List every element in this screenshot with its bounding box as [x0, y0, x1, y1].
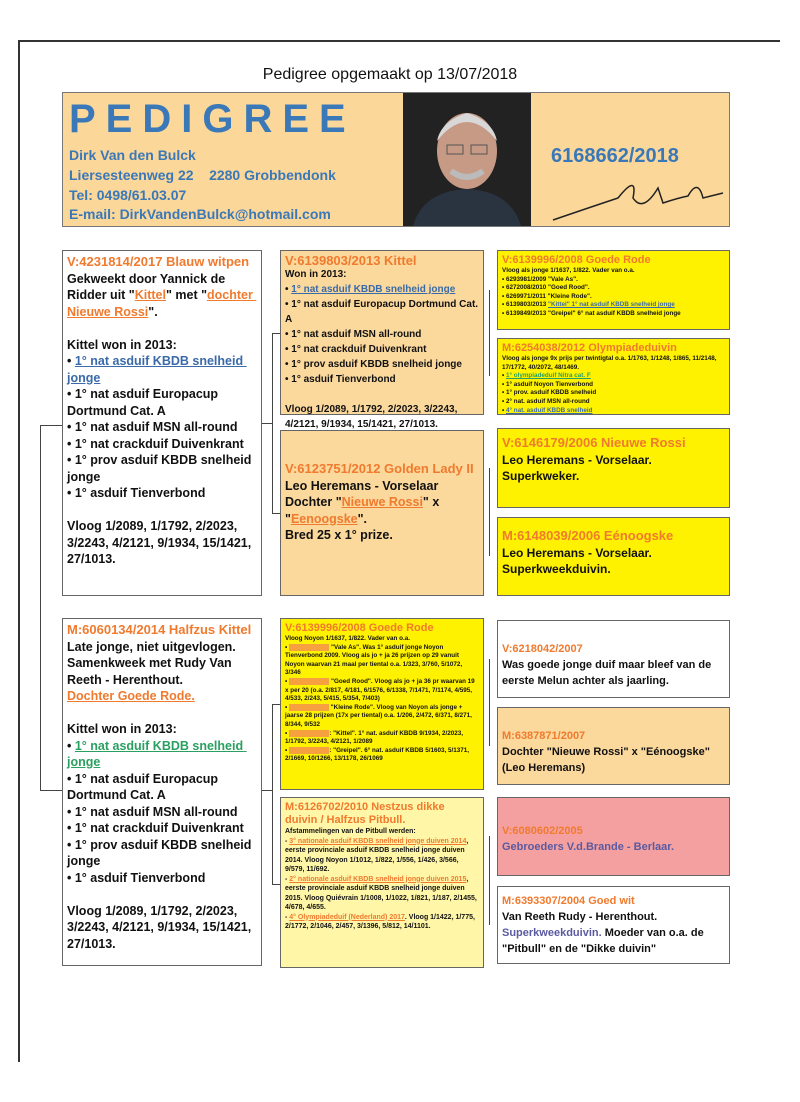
pigeon-ring-title: V:6123751/2012 Golden Lady II — [285, 461, 474, 476]
text-segment: • — [67, 354, 75, 368]
box-sire-dam — [280, 430, 484, 596]
box-line — [67, 320, 257, 337]
text-segment: • 1° nat crackduif Duivenkrant — [285, 344, 427, 355]
box-dam-sire — [280, 618, 484, 790]
text-segment: • — [285, 284, 292, 295]
box-line — [285, 267, 479, 282]
box-line — [285, 297, 479, 327]
page-border-left — [18, 40, 20, 1062]
document-title: Pedigree opgemaakt op 13/07/2018 — [262, 66, 518, 83]
highlighted-text: 2° nationale asduif KBDB snelheid jonge duiven 2015 — [289, 875, 467, 883]
box-line — [502, 657, 725, 689]
connector — [489, 659, 490, 746]
connector — [272, 333, 273, 513]
highlighted-text: 6272008/2010 — [288, 677, 330, 685]
text-segment: • 1° prov asduif KBDB snelheid jonge — [67, 837, 255, 868]
box-line — [285, 357, 479, 372]
box-ssd — [497, 338, 730, 415]
text-segment: • 2° nat. asduif MSN all-round — [502, 397, 590, 405]
owner-name: Dirk Van den Bulck — [69, 147, 196, 163]
text-segment: Vloog 1/2089, 1/1792, 2/2023, 3/2243, 4/2121, 9/1934, 15/1421, 27/1013. — [67, 903, 255, 951]
box-line — [285, 913, 479, 932]
text-segment: - — [285, 837, 290, 845]
text-segment: • 1° prov asduif KBDB snelheid jonge — [285, 359, 462, 370]
box-line — [285, 387, 479, 402]
box-line — [285, 827, 479, 837]
page-border-top — [18, 40, 780, 42]
pigeon-ring-title: M:6126702/2010 Nestzus dikke duivin / Halfzus Pitbull. — [285, 801, 445, 826]
text-segment — [67, 887, 70, 901]
text-segment: • 1° asduif Noyon Tienverbond — [502, 380, 594, 388]
box-line — [67, 820, 257, 837]
text-segment: Vloog Noyon 1/1637, 1/822. Vader van o.a. — [285, 635, 410, 642]
text-segment: , eerste provinciale asduif KBDB snelheid jonge duiven 2014. Vloog Noyon 1/1012, 1/822, 1/556, 1/426, 3/566, 9/579, 11/692. — [285, 837, 471, 873]
box-line — [502, 267, 725, 276]
text-segment: • 1° asduif Tienverbond — [67, 870, 206, 885]
pigeon-ring-title: M:6060134/2014 Halfzus Kittel — [67, 622, 252, 637]
owner-address: Liersesteenweg 22 2280 Grobbendonk — [69, 167, 336, 183]
highlighted-text: Eenoogske — [290, 511, 358, 526]
highlighted-text: "Kittel" 1° nat asduif KBDB snelheid jonge — [547, 301, 675, 309]
box-line — [285, 678, 479, 704]
text-segment: Dochter "Nieuwe Rossi" x "Eénoogske" (Leo Heremans) — [502, 746, 713, 774]
owner-phone: Tel: 0498/61.03.07 — [69, 187, 187, 203]
text-segment: Afstammelingen van de Pitbull werden: — [285, 828, 416, 835]
box-line — [285, 372, 479, 387]
box-line — [285, 704, 479, 730]
text-segment: • 6139849/2013 "Greipel" 6° nat asduif KBDB snelheid jonge — [502, 309, 681, 317]
box-sss — [497, 250, 730, 330]
highlighted-text: Kittel — [134, 288, 166, 302]
box-line — [67, 502, 257, 519]
highlighted-text: Nieuwe Rossi — [341, 495, 423, 509]
text-segment: • 6293981/2009 "Vale As". — [502, 275, 578, 283]
box-line — [502, 839, 725, 855]
text-segment: • — [67, 738, 75, 753]
box-line — [67, 771, 257, 804]
text-segment: • — [502, 372, 506, 380]
box-ddd — [497, 886, 730, 964]
pigeon-ring-title: V:6139996/2008 Goede Rode — [502, 254, 651, 266]
pigeon-ring-title: V:6080602/2005 — [502, 825, 583, 837]
box-line — [502, 389, 725, 398]
connector — [262, 423, 272, 424]
text-segment: Superkweker. — [502, 469, 580, 483]
box-sdd — [497, 517, 730, 596]
text-segment: : "Greipel". 6° nat. asduif KBDB 5/1603, 5/1371, 2/1669, 10/1266, 13/1178, 26/1069 — [285, 746, 471, 763]
box-line — [67, 639, 257, 689]
box-line — [67, 518, 257, 568]
box-line — [285, 837, 479, 875]
text-segment: • 1° nat asduif Europacup Dortmund Cat. A — [285, 299, 481, 325]
connector — [489, 468, 490, 556]
box-line — [67, 688, 257, 705]
highlighted-text: 4° nat. asduif KBDB snelheid — [505, 406, 593, 414]
box-sds — [497, 428, 730, 508]
highlighted-text: 4° Olympiadeduif (Nederland) 2017 — [289, 913, 405, 921]
pigeon-ring-title: M:6393307/2004 Goed wit — [502, 895, 635, 907]
box-line — [502, 925, 725, 957]
box-line — [67, 485, 257, 502]
box-line — [502, 407, 725, 416]
owner-email: E-mail: DirkVandenBulck@hotmail.com — [69, 206, 331, 222]
highlighted-text: 1° nat asduif KBDB snelheid jonge — [67, 354, 247, 385]
text-segment: Was goede jonge duif maar bleef van de eerste Melun achter als jaarling. — [502, 659, 715, 687]
box-line — [67, 804, 257, 821]
text-segment: Vloog als jonge 1/1637, 1/822. Vader van o.a. — [502, 267, 635, 274]
connector — [489, 290, 490, 376]
text-segment: Moeder van o.a. de "Pitbull" en de "Dikke duivin" — [502, 927, 707, 955]
box-dam-dam — [280, 797, 484, 968]
box-line — [67, 419, 257, 436]
box-line — [67, 738, 257, 771]
owner-photo — [403, 93, 531, 226]
text-segment: • — [285, 703, 289, 711]
pigeon-ring-title: V:6146179/2006 Nieuwe Rossi — [502, 435, 686, 450]
connector — [40, 425, 62, 426]
text-segment — [67, 503, 70, 517]
connector — [272, 333, 280, 334]
text-segment: • 6269971/2011 "Kleine Rode". — [502, 292, 592, 300]
box-line — [502, 452, 725, 469]
box-line — [67, 870, 257, 887]
box-line — [285, 402, 479, 432]
box-line — [67, 886, 257, 903]
box-line — [285, 327, 479, 342]
box-line — [67, 903, 257, 953]
box-line — [285, 527, 479, 544]
pigeon-ring-title: M:6148039/2006 Eénoogske — [502, 528, 674, 543]
box-line — [67, 337, 257, 354]
pigeon-ring-title: V:6139996/2008 Goede Rode — [285, 622, 434, 634]
highlighted-text: 6139803/2013 — [288, 729, 330, 737]
box-line — [285, 875, 479, 913]
connector — [272, 513, 280, 514]
highlighted-text: 1° nat asduif KBDB snelheid jonge — [291, 284, 456, 295]
highlighted-text: 6139849/2013 — [288, 746, 330, 754]
text-segment: • 1° nat crackduif Duivenkrant — [67, 436, 244, 451]
box-line — [502, 276, 725, 285]
pigeon-ring-title: M:6387871/2007 — [502, 730, 586, 742]
text-segment: Kittel won in 2013: — [67, 337, 177, 352]
box-line — [67, 386, 257, 419]
box-line — [67, 721, 257, 738]
box-line — [67, 452, 257, 485]
connector — [40, 425, 41, 790]
box-line — [285, 635, 479, 644]
text-segment: Leo Heremans - Vorselaar. — [502, 452, 652, 467]
connector — [489, 836, 490, 925]
text-segment: "Kleine Rode". Vloog van Noyon als jonge + jaarse 28 prijzen (17x per tiental) o.a. 1/206, 2/472, 6/371, 8/271, 8/344, 9/532 — [285, 703, 474, 728]
signature — [548, 168, 728, 228]
highlighted-text: 6293981/2009 — [288, 643, 330, 651]
text-segment: Vloog 1/2089, 1/1792, 2/2023, 3/2243, 4/2121, 9/1934, 15/1421, 27/1013. — [67, 519, 255, 566]
text-segment: Vloog als jonge 9x prijs per twintigtal o.a. 1/1763, 1/1248, 1/865, 11/2148, 17/1772, 40/2072, 48/1469. — [502, 355, 719, 371]
highlighted-text: 1° olympiadeduif Nitra cat. F — [505, 372, 591, 380]
box-line — [285, 494, 479, 527]
pigeon-ring-title: V:6218042/2007 — [502, 643, 583, 655]
text-segment: • 1° asduif Tienverbond — [67, 486, 206, 500]
box-line — [502, 355, 725, 372]
text-segment: . Vloog 1/1422, 1/775, 2/1772, 2/1046, 2/457, 3/1396, 5/812, 14/1101. — [285, 913, 477, 930]
ring-number: 6168662/2018 — [551, 145, 679, 167]
text-segment: • 1° nat asduif MSN all-round — [67, 420, 238, 434]
box-line — [285, 478, 479, 495]
box-dds — [497, 797, 730, 876]
text-segment: • 1° nat asduif MSN all-round — [285, 329, 422, 340]
text-segment: "Goed Rood". Vloog als jo + ja 36 pr waarvan 19 x per 20 (o.a. 2/817, 4/181, 6/1576, 6/1338, 7/1471, 7/1174, 4/595, 4/533, 2/243, 5/415, 5/354, 7/403) — [285, 677, 477, 703]
text-segment: Gebroeders V.d.Brande - Berlaar. — [502, 841, 674, 853]
box-dss — [497, 620, 730, 698]
box-line — [285, 644, 479, 678]
pigeon-ring-title: M:6254038/2012 Olympiadeduivin — [502, 342, 677, 354]
highlighted-text: dochter Nieuwe Rossi — [67, 288, 257, 319]
box-line — [67, 271, 257, 321]
highlighted-text: Dochter Goede Rode. — [67, 689, 195, 703]
box-line — [502, 398, 725, 407]
header-title: PEDIGREE — [69, 97, 356, 141]
connector — [272, 704, 273, 884]
connector — [272, 884, 280, 885]
text-segment: " met " — [165, 288, 208, 302]
box-line — [502, 744, 725, 776]
box-dsd — [497, 707, 730, 785]
text-segment: • — [285, 643, 289, 651]
text-segment — [285, 389, 288, 400]
box-line — [67, 436, 257, 453]
connector — [262, 790, 272, 791]
box-line — [502, 310, 725, 319]
text-segment: • 6139803/2013 — [502, 301, 548, 309]
box-line — [502, 909, 725, 925]
box-line — [67, 837, 257, 870]
text-segment: Leo Heremans - Vorselaar. — [502, 545, 652, 560]
text-segment — [67, 706, 70, 720]
pigeon-ring-title: V:6139803/2013 Kittel — [285, 253, 417, 268]
text-segment: • 1° prov asduif KBDB snelheid jonge — [67, 453, 255, 484]
text-segment: • — [285, 677, 289, 685]
box-sire — [62, 250, 262, 596]
text-segment: • 6272008/2010 "Goed Rood". — [502, 284, 590, 292]
pigeon-ring-title: V:4231814/2017 Blauw witpen — [67, 254, 250, 269]
box-dam — [62, 618, 262, 966]
text-segment: • 1° asduif Tienverbond — [285, 374, 396, 385]
box-line — [502, 468, 725, 485]
text-segment — [67, 321, 70, 335]
text-segment: • 1° nat asduif Europacup Dortmund Cat. A — [67, 771, 222, 802]
text-segment: Dochter " — [285, 495, 342, 509]
highlighted-text: 1° nat asduif KBDB snelheid jonge — [67, 738, 247, 769]
text-segment: " x " — [285, 495, 443, 526]
text-segment: - — [285, 875, 290, 883]
box-line — [502, 372, 725, 381]
box-line — [67, 353, 257, 386]
text-segment: • 1° nat asduif MSN all-round — [67, 804, 238, 819]
text-segment: Vloog 1/2089, 1/1792, 2/2023, 3/2243, 4/2121, 9/1934, 15/1421, 27/1013. — [285, 404, 461, 430]
connector — [40, 790, 62, 791]
text-segment: • — [502, 406, 506, 414]
text-segment: Kittel won in 2013: — [67, 722, 177, 736]
text-segment: Superkweekduivin. — [502, 927, 602, 939]
highlighted-text: 3° nationale asduif KBDB snelheid jonge duiven 2014 — [289, 837, 467, 845]
text-segment: Van Reeth Rudy - Herenthout. — [502, 911, 658, 923]
text-segment: • 1° nat asduif Europacup Dortmund Cat. A — [67, 387, 222, 418]
box-line — [67, 705, 257, 722]
text-segment: • — [285, 746, 289, 754]
text-segment: • 1° nat crackduif Duivenkrant — [67, 821, 244, 835]
text-segment: Bred 25 x 1° prize. — [285, 528, 393, 542]
box-line — [285, 747, 479, 764]
text-segment: : "Kittel". 1° nat. asduif KBDB 9/1934, 2/2023, 1/1792, 3/2243, 4/2121, 1/2089 — [285, 729, 465, 746]
box-line — [502, 545, 725, 562]
text-segment: • — [285, 729, 289, 737]
box-line — [285, 282, 479, 297]
text-segment: ". — [357, 511, 368, 526]
box-sire-sire — [280, 250, 484, 430]
text-segment: Superkweekduivin. — [502, 562, 611, 576]
text-segment: Gekweekt door Yannick de Ridder uit " — [67, 271, 229, 302]
highlighted-text: 6269971/2011 — [288, 703, 329, 711]
text-segment: ". — [148, 304, 158, 319]
box-line — [285, 342, 479, 357]
pedigree-header — [62, 92, 730, 227]
text-segment: - — [285, 913, 290, 921]
text-segment: , eerste provinciale asduif KBDB snelheid jonge duiven 2015. Vloog Quiévrain 1/1008, 1/1022, 1/821, 1/187, 2/1455, 4/678, 4/655. — [285, 875, 479, 911]
text-segment: Leo Heremans - Vorselaar — [285, 478, 439, 493]
text-segment: • 1° prov. asduif KBDB snelheid — [502, 389, 597, 397]
text-segment: Won in 2013: — [285, 269, 347, 280]
box-line — [502, 561, 725, 578]
text-segment: Late jonge, niet uitgevlogen. Samenkweek met Rudy Van Reeth - Herenthout. — [67, 639, 240, 687]
text-segment: "Vale As". Was 1° asduif jonge Noyon Tienverbond 2009. Vloog als jo + ja 26 prijzen op 29 vanuit Noyon waarvan 21 maal per tiental o.a. 1/323, 3/760, 5/1072, 3/346 — [285, 643, 464, 677]
box-line — [285, 730, 479, 747]
connector — [272, 704, 280, 705]
box-line — [502, 284, 725, 293]
box-line — [502, 301, 725, 310]
